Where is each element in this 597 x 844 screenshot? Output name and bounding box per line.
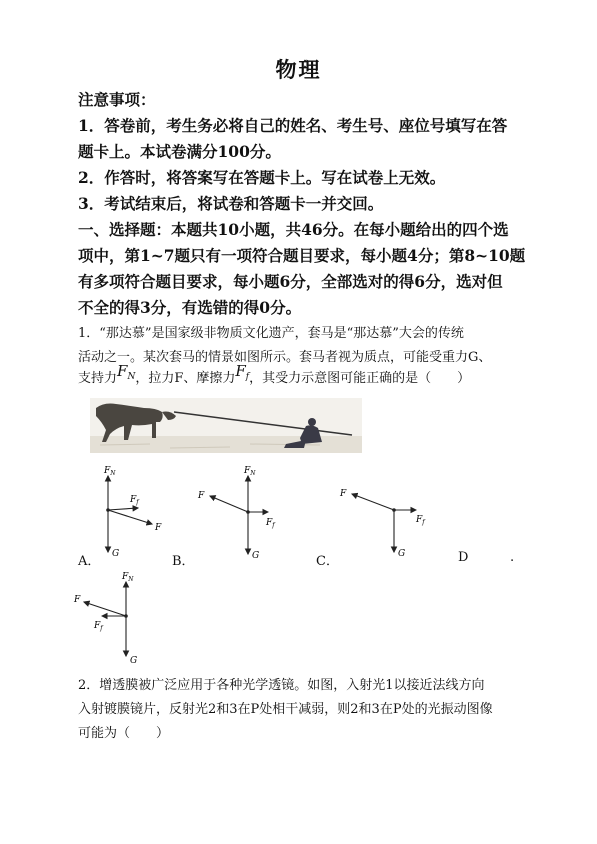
section-1-line-3: 有多项符合题目要求，每小题6分，全部选对的得6分，选对但 xyxy=(78,272,503,291)
section-1-line-4: 不全的得3分，有选错的得0分。 xyxy=(78,298,302,317)
force-diagram-c xyxy=(336,462,436,562)
force-diagram-d xyxy=(68,570,168,670)
question-2-line-3: 可能为（ ） xyxy=(78,726,170,741)
text-pull-friction: ，拉力F、摩擦力 xyxy=(135,371,236,386)
label-fn: $F_N$ xyxy=(244,466,256,477)
section-1-line-2: 项中，第1~7题只有一项符合题目要求，每小题4分；第8~10题 xyxy=(78,246,526,265)
label-ff: $F_f$ xyxy=(266,518,275,529)
question-2-line-2: 入射镀膜镜片，反射光2和3在P处相干减弱，则2和3在P处的光振动图像 xyxy=(78,702,493,717)
notice-item-3: 3．考试结束后，将试卷和答题卡一并交回。 xyxy=(78,194,384,213)
label-ff: $F_f$ xyxy=(94,621,103,632)
force-diagram-a xyxy=(80,462,180,562)
option-d[interactable]: D xyxy=(458,550,469,565)
notice-item-2: 2．作答时，将答案写在答题卡上。写在试卷上无效。 xyxy=(78,168,446,187)
notice-item-1-line-1: 1．答卷前，考生务必将自己的姓名、考生号、座位号填写在答 xyxy=(78,116,508,135)
label-ff: $F_f$ xyxy=(416,515,425,526)
question-2-line-1: 2．增透膜被广泛应用于各种光学透镜。如图，入射光1以接近法线方向 xyxy=(78,678,485,693)
option-a[interactable]: A． xyxy=(78,554,101,569)
label-g: G xyxy=(130,656,138,666)
option-c[interactable]: C． xyxy=(316,554,339,569)
label-g: G xyxy=(398,549,406,559)
text-support-force: 支持力 xyxy=(78,371,118,386)
question-1-line-2: 活动之一。某次套马的情景如图所示。套马者视为质点，可能受重力G、 xyxy=(78,350,492,365)
label-ff: $F_f$ xyxy=(130,495,139,506)
question-1-line-3 xyxy=(78,362,470,386)
section-1-line-1: 一、选择题：本题共10小题，共46分。在每小题给出的四个选 xyxy=(78,220,509,239)
lasso-horse-photo xyxy=(90,398,362,453)
option-d-dot: . xyxy=(510,550,515,565)
label-f: F xyxy=(340,489,347,499)
label-g: G xyxy=(252,551,260,561)
label-fn: $F_N$ xyxy=(104,466,116,477)
symbol-fn: $F_N$ xyxy=(117,362,136,382)
question-1-line-1: 1．“那达慕”是国家级非物质文化遗产，套马是“那达慕”大会的传统 xyxy=(78,326,464,341)
label-g: G xyxy=(112,549,120,559)
notice-item-1-line-2: 题卡上。本试卷满分100分。 xyxy=(78,142,281,161)
label-f: F xyxy=(198,491,205,501)
force-diagram-b xyxy=(196,462,296,562)
notice-heading: 注意事项： xyxy=(78,90,156,109)
label-fn: $F_N$ xyxy=(122,572,134,583)
text-question-end: ，其受力示意图可能正确的是（ ） xyxy=(249,371,471,386)
page-title: 物理 xyxy=(275,57,322,82)
label-f: F xyxy=(74,595,81,605)
option-b[interactable]: B． xyxy=(172,554,195,569)
symbol-ff: $F_f$ xyxy=(235,362,250,382)
label-f: F xyxy=(155,523,162,533)
